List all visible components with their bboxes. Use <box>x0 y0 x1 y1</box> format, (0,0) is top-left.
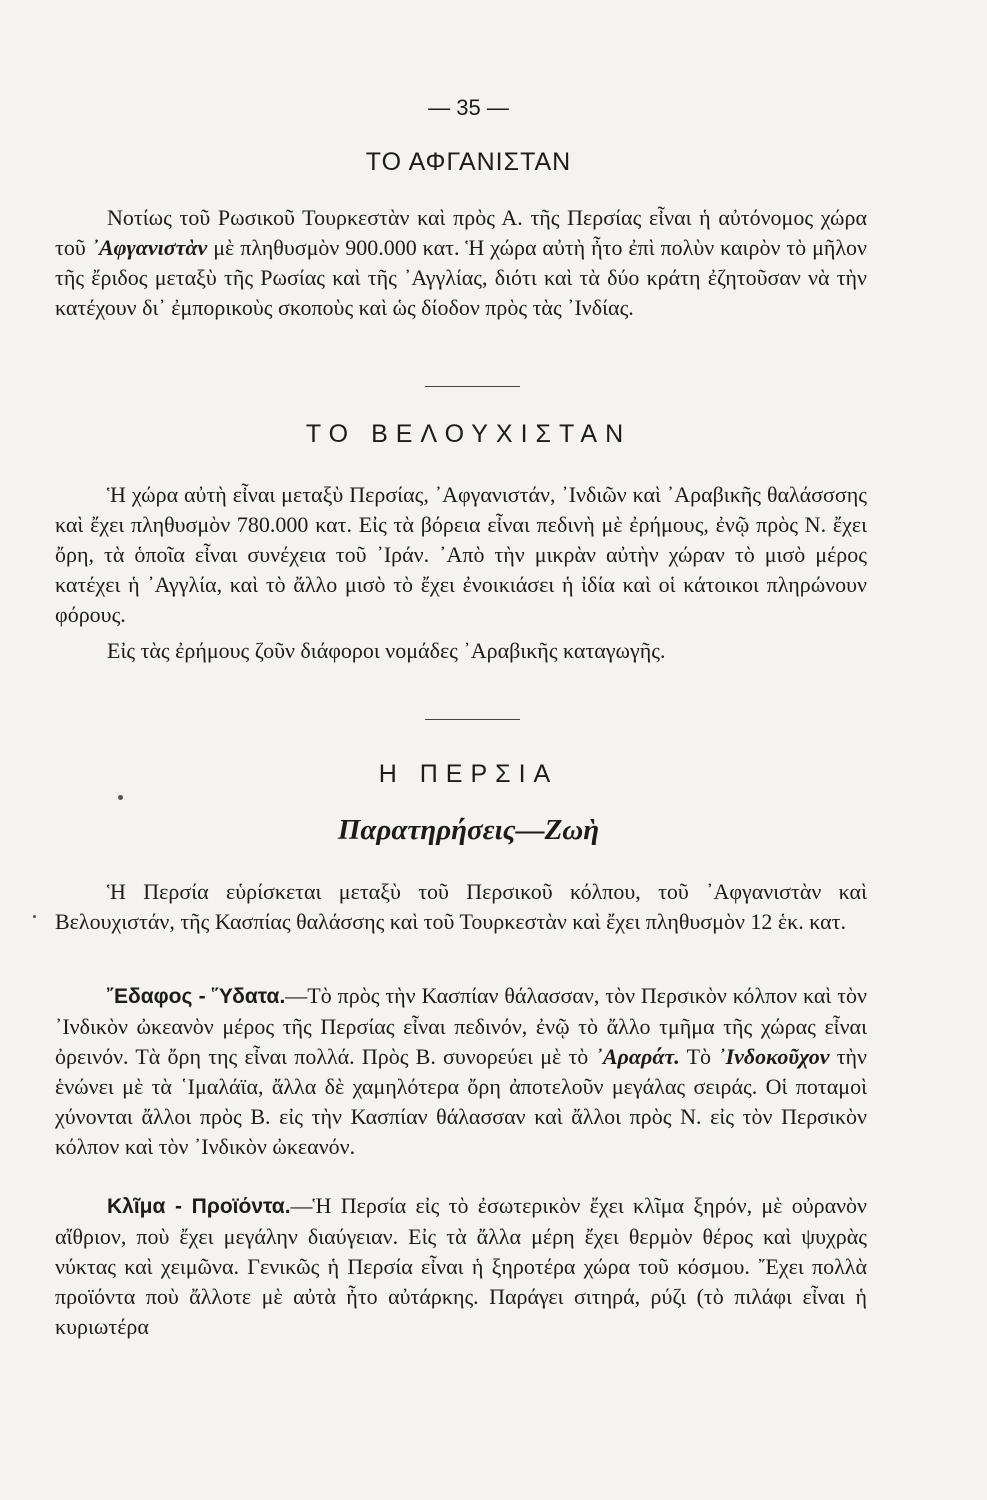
paragraph-persia-intro <box>55 877 867 937</box>
text: τὴν ἑνώνει μὲ τὰ ῾Ιμαλάϊα, ἄλλα δὲ χαμηλότερα ὄρη ἀποτελοῦν μεγάλας σειράς. Οἱ ποταμοὶ χύνονται ἄλλοι πρὸς Β. εἰς τὴν Κασπίαν θάλασσαν καὶ ἄλλοι πρὸς Ν. εἰς τὸν Περσικὸν κόλπον καὶ τὸν ᾿Ινδικὸν ὠκεανόν. <box>55 1044 867 1159</box>
print-speck <box>118 795 123 800</box>
place-name: ᾿Ινδοκοῦχον <box>718 1044 830 1069</box>
section-title-persia: Η ΠΕΡΣΙΑ <box>378 760 559 788</box>
text: Νοτίως τοῦ Ρωσικοῦ Τουρκεστὰν καὶ πρὸς Α. τῆς Περσίας εἶναι ἡ αὐτόνομος χώρα τοῦ <box>55 205 867 260</box>
section-title-afghanistan: ΤΟ ΑΦΓΑΝΙΣΤΑΝ <box>365 148 572 176</box>
page-number: — 35 — <box>428 95 509 120</box>
paragraph-afghanistan <box>55 203 867 323</box>
paragraph-lead: Κλῖμα - Προϊόντα. <box>107 1195 291 1218</box>
print-speck <box>33 915 36 918</box>
text: Τὸ <box>679 1044 719 1069</box>
text: μὲ πληθυσμὸν 900.000 κατ. Ἡ χώρα αὐτὴ ἦτο ἐπὶ πολὺν καιρὸν τὸ μῆλον τῆς ἔριδος μεταξὺ τῆς Ρωσίας καὶ τῆς ᾿Αγγλίας, διότι καὶ τὰ δύο κράτη ἐζητοῦσαν νὰ τὴν κατέχουν δι᾿ ἐμπορικοὺς σκοποὺς καὶ ὡς δίοδον πρὸς τὰς ᾿Ινδίας. <box>55 235 868 320</box>
paragraph-text: Ἡ χώρα αὐτὴ εἶναι μεταξὺ Περσίας, ᾿Αφγανιστάν, ᾿Ινδιῶν καὶ ᾿Αραβικῆς θαλάσσσης καὶ ἔχει πληθυσμὸν 780.000 κατ. Εἰς τὰ βόρεια εἶναι πεδινὴ μὲ ἐρήμους, ἐνῷ πρὸς Ν. ἔχει ὄρη, τὰ ὁποῖα εἶναι συνέχεια τοῦ ᾿Ιράν. ᾿Απὸ τὴν μικρὰν αὐτὴν χώραν τὸ μισὸ μέρος κατέχει ἡ ᾿Αγγλία, καὶ τὸ ἄλλο μισὸ τὸ ἔχει ἐνοικιάσει ἡ ἰδία καὶ οἱ κάτοικοι πληρώνουν φόρους. <box>55 482 867 627</box>
paragraph-text: Ἡ Περσία εὑρίσκεται μεταξὺ τοῦ Περσικοῦ κόλπου, τοῦ ᾿Αφγανιστὰν καὶ Βελουχιστάν, τῆς Κασπίας θαλάσσης καὶ τοῦ Τουρκεστὰν καὶ ἔχει πληθυσμὸν 12 ἑκ. κατ. <box>55 879 867 934</box>
paragraph-persia-climate <box>55 1191 867 1342</box>
place-name: ᾿Αραράτ. <box>595 1044 680 1069</box>
text: —Ἡ Περσία εἰς τὸ ἐσωτερικὸν ἔχει κλῖμα ξηρόν, μὲ οὐρανὸν αἴθριον, ποὺ ἔχει μεγάλην διαύγειαν. Εἰς τὰ ἄλλα μέρη ἔχει θερμὸν θέρος καὶ ψυχρὰς νύκτας καὶ χειμῶνα. Γενικῶς ἡ Περσία εἶναι ἡ ξηροτέρα χώρα τοῦ κόσμου. ῎Εχει πολλὰ προϊόντα ποὺ ἄλλοτε μὲ αὐτὰ ἦτο αὐτάρκης. Παράγει σιτηρά, ρύζι (τὸ πιλάφι εἶναι ἡ κυριωτέρα <box>55 1193 867 1339</box>
text: —Τὸ πρὸς τὴν Κασπίαν θάλασσαν, τὸν Περσικὸν κόλπον καὶ τὸν ᾿Ινδικὸν ὠκεανὸν μέρος τῆς Περσίας εἶναι πεδινόν, ἐνῷ τὸ ἄλλο τμῆμα τῆς χώρας εἶναι ὀρεινόν. Τὰ ὄρη της εἶναι πολλά. Πρὸς Β. συνορεύει μὲ τὸ <box>55 983 867 1069</box>
paragraph-persia-terrain <box>55 981 867 1162</box>
section-title-baluchistan: ΤΟ ΒΕΛΟΥΧΙΣΤΑΝ <box>305 420 632 448</box>
paragraph-baluchistan <box>55 480 867 666</box>
section-subtitle: Παρατηρήσεις—Ζωὴ <box>337 814 600 846</box>
section-divider <box>425 719 520 720</box>
paragraph-lead: ῎Εδαφος - ῞Υδατα. <box>107 985 286 1008</box>
place-name: ᾿Αφγανιστὰν <box>91 235 208 260</box>
section-divider <box>425 386 520 387</box>
paragraph-text: Εἰς τὰς ἐρήμους ζοῦν διάφοροι νομάδες ᾿Αραβικῆς καταγωγῆς. <box>107 638 666 663</box>
